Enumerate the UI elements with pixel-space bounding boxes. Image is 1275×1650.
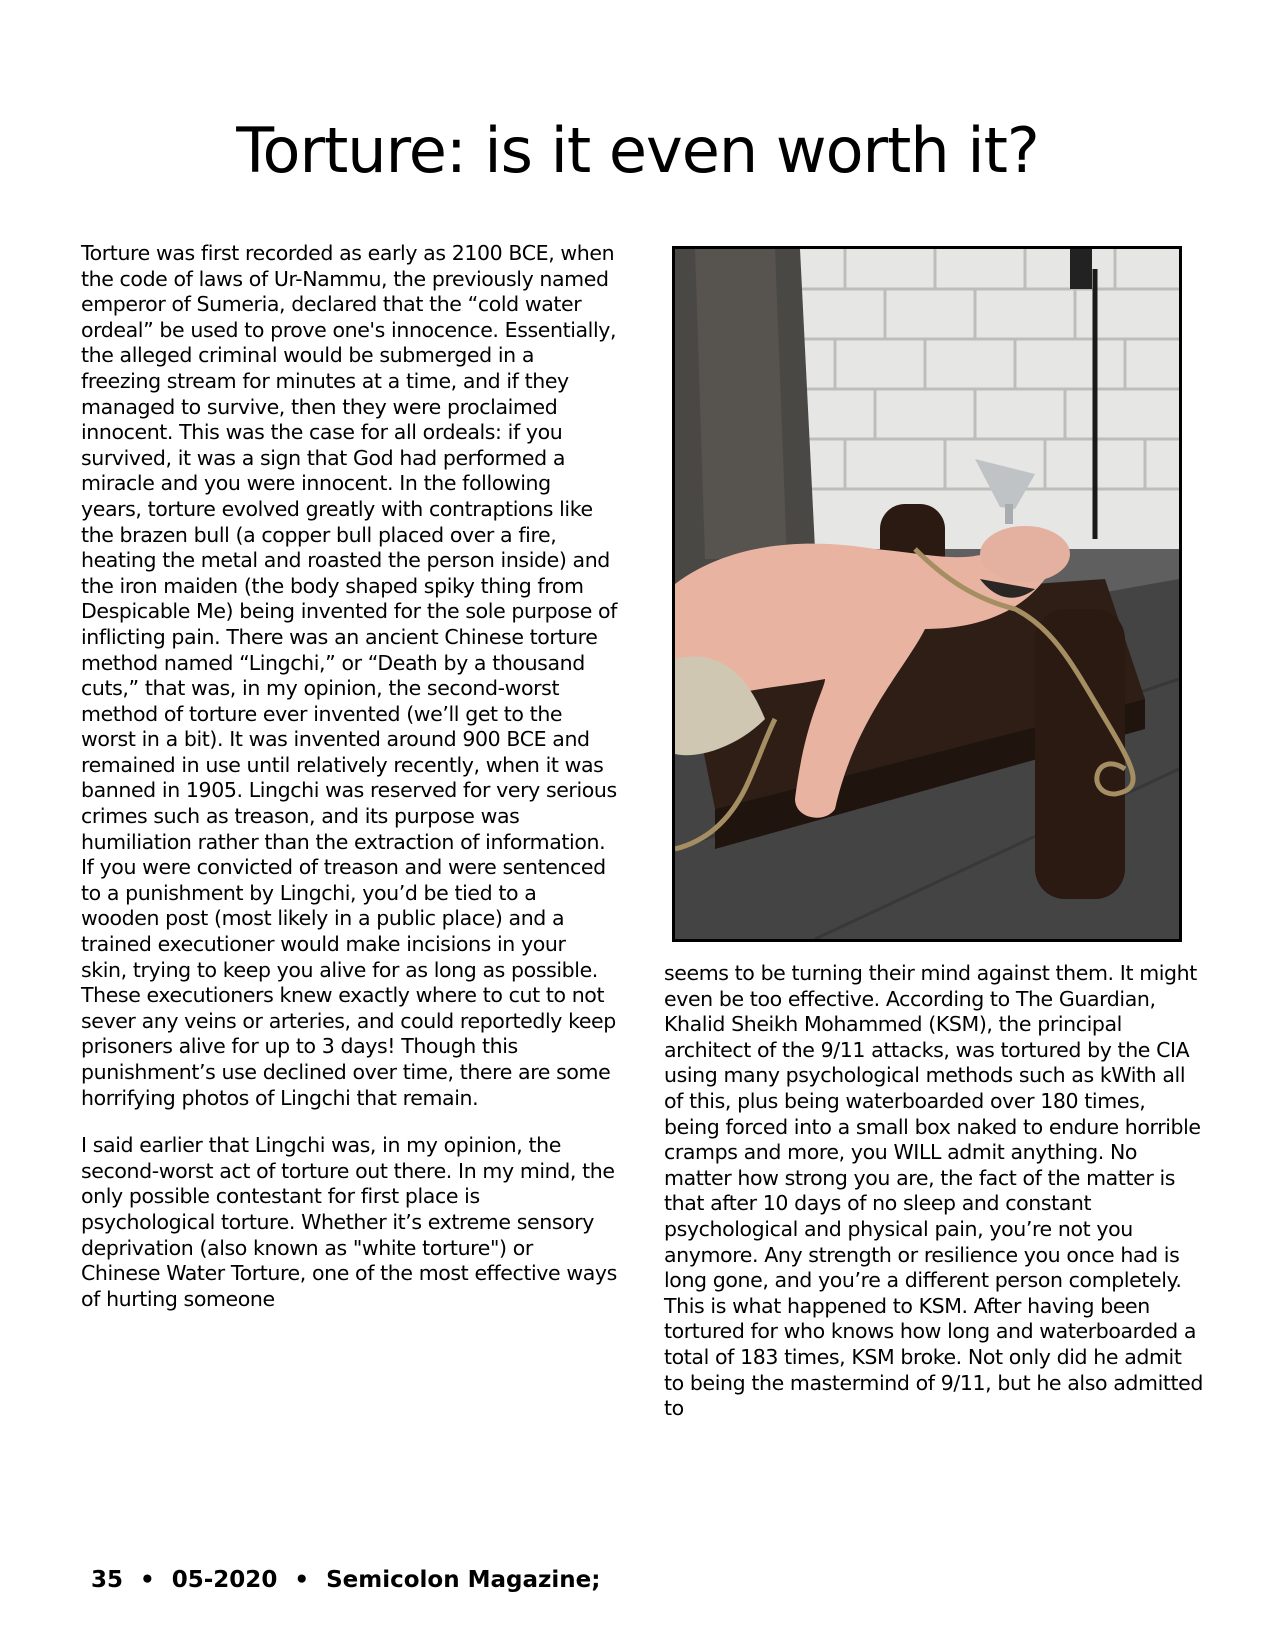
article-title: Torture: is it even worth it? bbox=[236, 113, 1039, 187]
footer-separator: • bbox=[140, 1567, 155, 1593]
torture-exhibit-photo bbox=[672, 246, 1182, 942]
page-footer bbox=[91, 1567, 600, 1593]
publication-name: Semicolon Magazine; bbox=[326, 1567, 601, 1593]
footer-separator: • bbox=[294, 1567, 310, 1593]
page-number: 35 bbox=[91, 1567, 124, 1593]
right-column bbox=[664, 961, 1204, 1444]
left-column bbox=[81, 241, 617, 1334]
paragraph-psychological: I said earlier that Lingchi was, in my opinion, the second-worst act of torture out there. In my mind, the only possible contestant for first place is psychological torture. Whether it’s extreme sensory deprivation (also known as "white torture") or Chinese Water Torture, one of the most effective ways of hurting someone bbox=[81, 1133, 617, 1311]
paragraph-ksm: seems to be turning their mind against them. It might even be too effective. According to The Guardian, Khalid Sheikh Mohammed (KSM), the principal architect of the 9/11 attacks, was tortured by the CIA using many psychological methods such as kWith all of this, plus being waterboarded over 180 times, being forced into a small box naked to endure horrible cramps and more, you WILL admit anything. No matter how strong you are, the fact of the matter is that after 10 days of no sleep and constant psychological and physical pain, you’re not you anymore. Any strength or resilience you once had is long gone, and you’re a different person completely. This is what happened to KSM. After having been tortured for who knows how long and waterboarded a total of 183 times, KSM broke. Not only did he admit to being the mastermind of 9/11, but he also admitted to bbox=[664, 961, 1203, 1421]
issue-date: 05-2020 bbox=[171, 1567, 278, 1593]
paragraph-history: Torture was first recorded as early as 2100 BCE, when the code of laws of Ur-Nammu, the previously named emperor of Sumeria, declared that the “cold water ordeal” be used to prove one's innocence. Essentially, the alleged criminal would be submerged in a freezing stream for minutes at a time, and if they managed to survive, then they were proclaimed innocent. This was the case for all ordeals: if you survived, it was a sign that God had performed a miracle and you were innocent. In the following years, torture evolved greatly with contraptions like the brazen bull (a copper bull placed over a fire, heating the metal and roasted the person inside) and the iron maiden (the body shaped spiky thing from Despicable Me) being invented for the sole purpose of inflicting pain. There was an ancient Chinese torture method named “Lingchi,” or “Death by a thousand cuts,” that was, in my opinion, the second-worst method of torture ever invented (we’ll get to the worst in a bit). It was invented around 900 BCE and remained in use until relatively recently, when it was banned in 1905. Lingchi was reserved for very serious crimes such as treason, and its purpose was humiliation rather than the extraction of information. If you were convicted of treason and were sentenced to a punishment by Lingchi, you’d be tied to a wooden post (most likely in a public place) and a trained executioner would make incisions in your skin, trying to keep you alive for as long as possible. These executioners knew exactly where to cut to not sever any veins or arteries, and could reportedly keep prisoners alive for up to 3 days! Though this punishment’s use declined over time, there are some horrifying photos of Lingchi that remain. bbox=[81, 241, 617, 1110]
photo-illustration bbox=[675, 249, 1179, 939]
